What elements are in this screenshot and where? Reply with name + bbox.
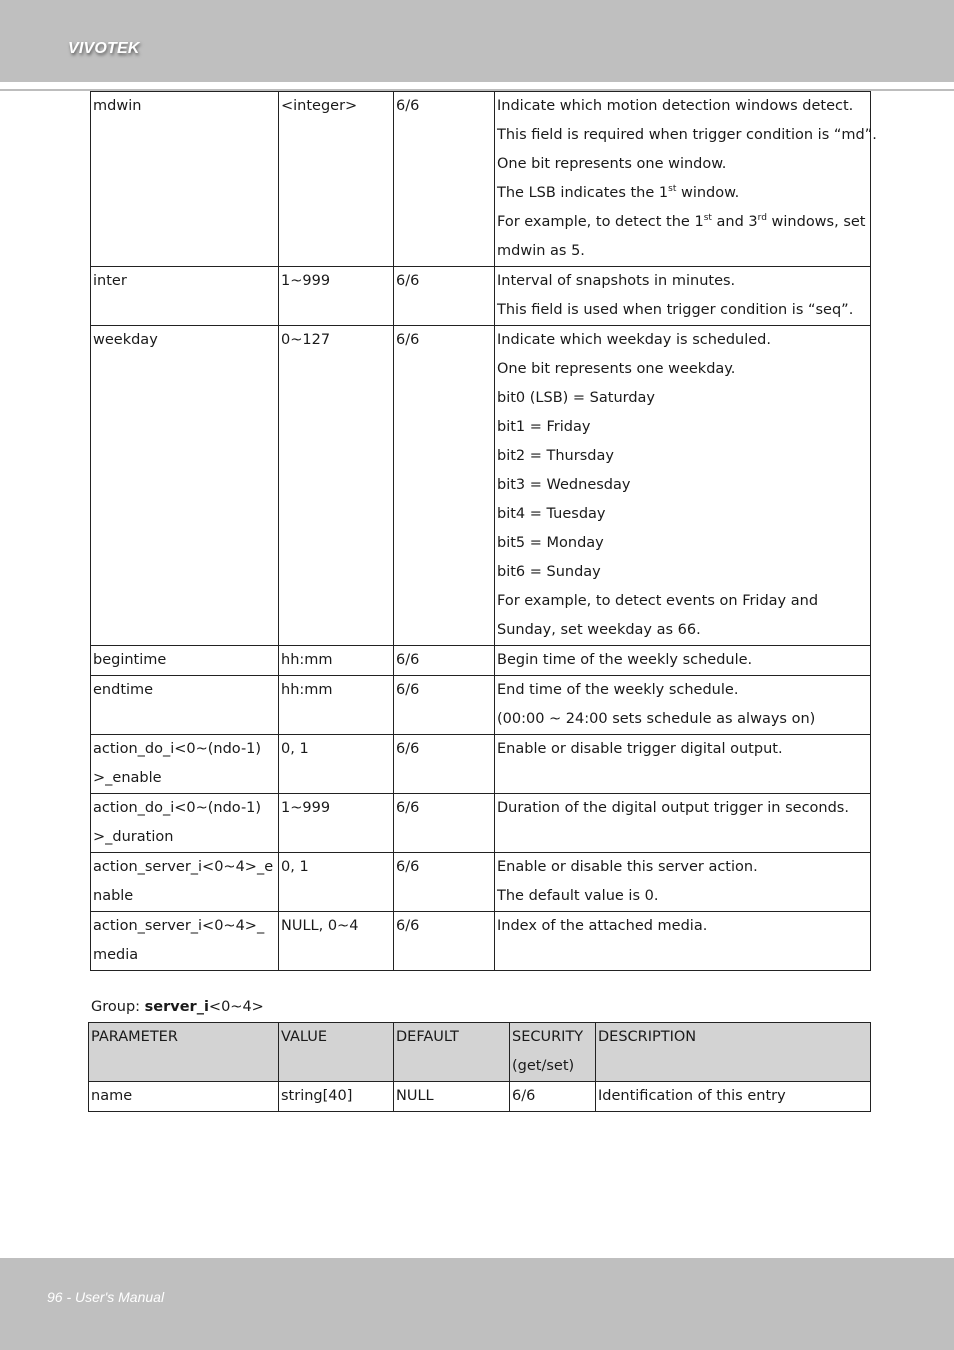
header-cell (510, 1023, 596, 1082)
value-cell (279, 267, 394, 326)
value-text: <integer> (281, 98, 358, 114)
security-text: 6/6 (396, 741, 420, 757)
description-cell (495, 794, 871, 853)
security-cell (394, 912, 495, 971)
value-cell (279, 676, 394, 735)
security-text: 6/6 (396, 800, 420, 816)
security-cell (394, 853, 495, 912)
page-header (0, 0, 954, 82)
description-fragment: For example, to detect the 1 (497, 214, 704, 230)
security-cell (394, 735, 495, 794)
description-cell (596, 1082, 871, 1112)
value-text: 0, 1 (281, 741, 309, 757)
group-suffix: <0~4> (208, 999, 264, 1015)
param-text: inter (93, 273, 127, 289)
description-cell (495, 646, 871, 676)
value-cell (279, 92, 394, 267)
security-cell (394, 794, 495, 853)
table-row (91, 676, 871, 735)
description-line: One bit represents one window. (497, 156, 727, 172)
ordinal-suffix: st (668, 184, 677, 194)
description-line: The default value is 0. (497, 888, 659, 904)
param-text: begintime (93, 652, 167, 668)
table-row (91, 853, 871, 912)
description-line: Enable or disable trigger digital output. (497, 741, 783, 757)
description-cell (495, 735, 871, 794)
security-cell (510, 1082, 596, 1112)
param-text: nable (93, 888, 134, 904)
description-line: bit0 (LSB) = Saturday (497, 390, 656, 406)
ordinal-suffix: rd (757, 213, 767, 223)
description-fragment: and 3 (711, 214, 758, 230)
param-text: action_server_i<0~4>_e (93, 859, 274, 875)
value-text: 0~127 (281, 332, 331, 348)
value-text: string[40] (281, 1088, 353, 1104)
description-line: Sunday, set weekday as 66. (497, 622, 701, 638)
default-text: NULL (396, 1088, 434, 1104)
param-text: action_do_i<0~(ndo-1) (93, 800, 262, 816)
header-default: DEFAULT (396, 1029, 459, 1045)
header-cell (596, 1023, 871, 1082)
description-line: Enable or disable this server action. (497, 859, 758, 875)
security-cell (394, 676, 495, 735)
security-text: 6/6 (396, 918, 420, 934)
param-cell (89, 1082, 279, 1112)
default-cell (394, 1082, 510, 1112)
description-line: bit2 = Thursday (497, 448, 614, 464)
value-text: 0, 1 (281, 859, 309, 875)
description-line: Begin time of the weekly schedule. (497, 652, 753, 668)
description-line: bit5 = Monday (497, 535, 604, 551)
description-cell (495, 267, 871, 326)
param-text: action_do_i<0~(ndo-1) (93, 741, 262, 757)
value-text: hh:mm (281, 682, 333, 698)
security-text: 6/6 (396, 98, 420, 114)
description-line: Duration of the digital output trigger in seconds. (497, 800, 849, 816)
param-cell (91, 646, 279, 676)
security-cell (394, 267, 495, 326)
description-line: bit6 = Sunday (497, 564, 601, 580)
param-text: >_enable (93, 770, 162, 786)
table-row (91, 646, 871, 676)
description-fragment: window. (676, 185, 740, 201)
description-fragment: windows, set (766, 214, 866, 230)
param-cell (91, 92, 279, 267)
security-text: 6/6 (512, 1088, 536, 1104)
description-line (497, 208, 869, 237)
description-cell (495, 912, 871, 971)
header-cell (394, 1023, 510, 1082)
param-text: action_server_i<0~4>_ (93, 918, 265, 934)
description-cell (495, 853, 871, 912)
param-text: name (91, 1088, 133, 1104)
param-cell (91, 267, 279, 326)
description-cell (495, 326, 871, 646)
description-line: Index of the attached media. (497, 918, 708, 934)
description-fragment: The LSB indicates the 1 (497, 185, 669, 201)
table-row (91, 912, 871, 971)
description-line: This field is used when trigger condition is “seq”. (497, 302, 854, 318)
value-cell (279, 794, 394, 853)
description-line: End time of the weekly schedule. (497, 682, 739, 698)
security-text: 6/6 (396, 332, 420, 348)
description-line: This field is required when trigger condition is “md”. (497, 127, 877, 143)
table-row (91, 92, 871, 267)
header-security: SECURITY (512, 1029, 584, 1045)
value-text: NULL, 0~4 (281, 918, 359, 934)
description-line: Indicate which motion detection windows detect. (497, 98, 854, 114)
header-value: VALUE (281, 1029, 328, 1045)
server-parameter-table (88, 1022, 871, 1112)
security-cell (394, 92, 495, 267)
value-cell (279, 1082, 394, 1112)
value-text: hh:mm (281, 652, 333, 668)
page-number-label: 96 - User's Manual (47, 1289, 165, 1305)
param-cell (91, 676, 279, 735)
header-cell (89, 1023, 279, 1082)
value-text: 1~999 (281, 800, 331, 816)
description-cell (495, 676, 871, 735)
table-row (89, 1082, 871, 1112)
header-description: DESCRIPTION (598, 1029, 697, 1045)
table-header-row (89, 1023, 871, 1082)
param-cell (91, 735, 279, 794)
value-text: 1~999 (281, 273, 331, 289)
parameter-table (90, 91, 877, 971)
param-cell (91, 853, 279, 912)
param-cell (91, 326, 279, 646)
page-footer (0, 1258, 954, 1350)
group-heading (91, 995, 264, 1019)
param-cell (91, 912, 279, 971)
group-name: server_i (144, 999, 209, 1015)
table-row (91, 267, 871, 326)
description-text: Identification of this entry (598, 1088, 786, 1104)
header-cell (279, 1023, 394, 1082)
description-cell (495, 92, 877, 267)
table-row (91, 794, 871, 853)
description-line: One bit represents one weekday. (497, 361, 736, 377)
description-line: bit4 = Tuesday (497, 506, 606, 522)
security-text: 6/6 (396, 273, 420, 289)
description-line: Indicate which weekday is scheduled. (497, 332, 771, 348)
security-text: 6/6 (396, 682, 420, 698)
value-cell (279, 735, 394, 794)
description-line: (00:00 ~ 24:00 sets schedule as always on) (497, 711, 816, 727)
description-line (497, 179, 869, 208)
vivotek-logo: VIVOTEK (68, 40, 140, 57)
param-text: media (93, 947, 139, 963)
security-cell (394, 326, 495, 646)
param-text: weekday (93, 332, 158, 348)
value-cell (279, 326, 394, 646)
value-cell (279, 853, 394, 912)
description-line: bit1 = Friday (497, 419, 591, 435)
description-line: mdwin as 5. (497, 243, 585, 259)
param-text: endtime (93, 682, 154, 698)
description-line: bit3 = Wednesday (497, 477, 631, 493)
param-text: mdwin (93, 98, 142, 114)
security-cell (394, 646, 495, 676)
header-security-sub: (get/set) (512, 1058, 575, 1074)
param-cell (91, 794, 279, 853)
value-cell (279, 646, 394, 676)
table-row (91, 326, 871, 646)
description-line: Interval of snapshots in minutes. (497, 273, 736, 289)
value-cell (279, 912, 394, 971)
security-text: 6/6 (396, 652, 420, 668)
ordinal-suffix: st (703, 213, 712, 223)
security-text: 6/6 (396, 859, 420, 875)
description-line: For example, to detect events on Friday and (497, 593, 819, 609)
param-text: >_duration (93, 829, 174, 845)
header-parameter: PARAMETER (91, 1029, 178, 1045)
table-row (91, 735, 871, 794)
group-prefix: Group: (91, 999, 145, 1015)
